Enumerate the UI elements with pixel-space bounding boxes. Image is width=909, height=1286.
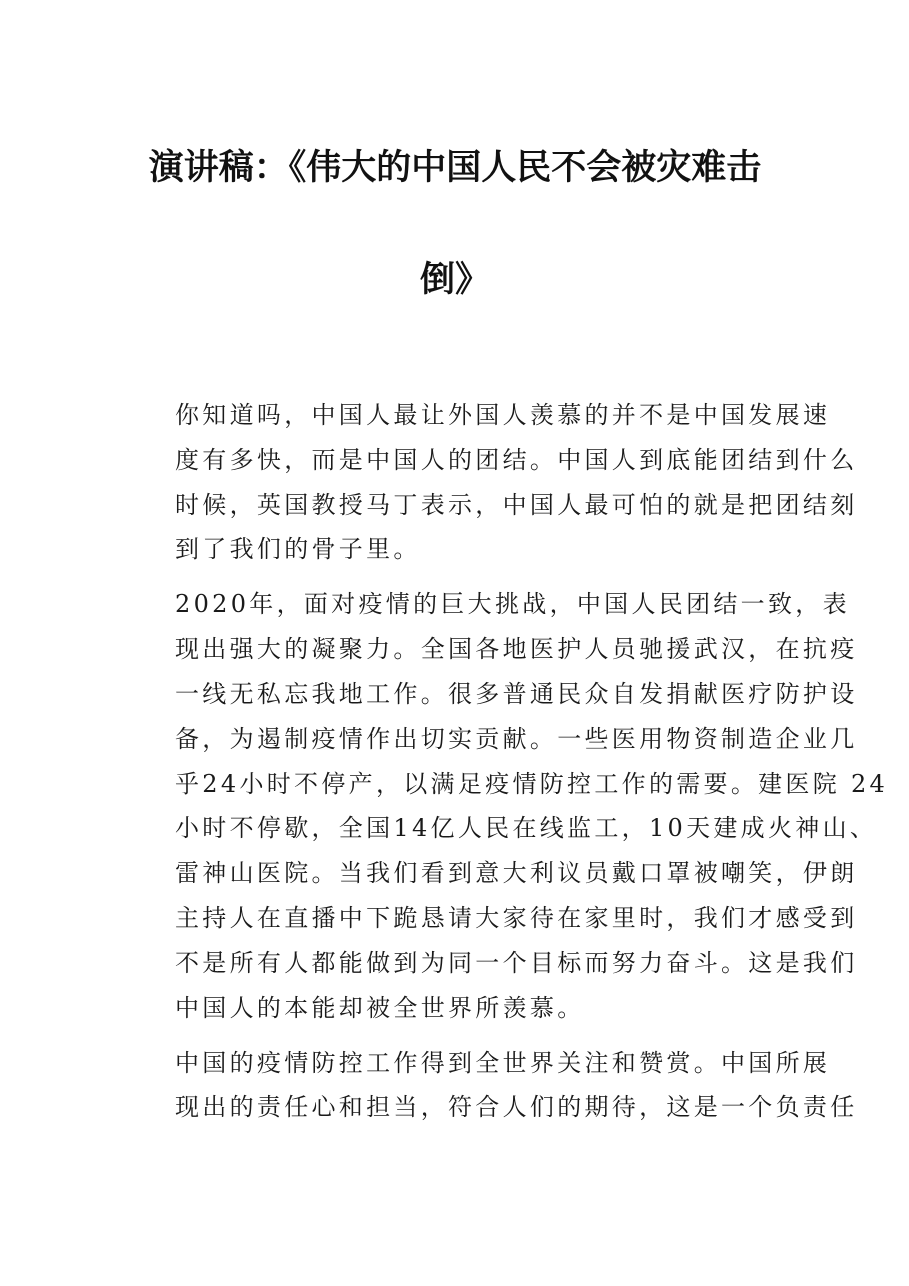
paragraph-line: 乎24小时不停产，以满足疫情防控工作的需要。建医院 24 [175, 769, 889, 798]
paragraph-2 [140, 582, 889, 1030]
paragraph-1 [140, 393, 858, 572]
paragraph-line: 到了我们的骨子里。 [175, 535, 421, 564]
paragraph-line: 中国的疫情防控工作得到全世界关注和赞赏。中国所展 [175, 1048, 831, 1077]
paragraph-line: 主持人在直播中下跪恳请大家待在家里时，我们才感受到 [175, 903, 858, 932]
document-title-line-1: 演讲稿：《伟大的中国人民不会被灾难击 [148, 147, 762, 188]
document-title-line-2: 倒》 [419, 259, 490, 300]
paragraph-line: 中国人的本能却被全世界所羡慕。 [175, 993, 585, 1022]
paragraph-line: 现出强大的凝聚力。全国各地医护人员驰援武汉，在抗疫 [175, 635, 858, 664]
paragraph-line: 小时不停歇，全国14亿人民在线监工，10天建成火神山、 [175, 814, 878, 843]
paragraph-line: 你知道吗，中国人最让外国人羡慕的并不是中国发展速 [175, 401, 831, 429]
paragraph-3 [140, 1041, 858, 1131]
paragraph-line: 不是所有人都能做到为同一个目标而努力奋斗。这是我们 [175, 948, 858, 977]
paragraph-line: 2020年，面对疫情的巨大挑战，中国人民团结一致，表 [175, 590, 850, 619]
document-body [140, 393, 889, 1140]
paragraph-line: 度有多快，而是中国人的团结。中国人到底能团结到什么 [175, 445, 858, 474]
paragraph-line: 现出的责任心和担当，符合人们的期待，这是一个负责任 [175, 1093, 858, 1122]
paragraph-line: 备，为遏制疫情作出切实贡献。一些医用物资制造企业几 [175, 724, 858, 753]
paragraph-line: 一线无私忘我地工作。很多普通民众自发捐献医疗防护设 [175, 679, 858, 708]
paragraph-line: 雷神山医院。当我们看到意大利议员戴口罩被嘲笑，伊朗 [175, 859, 858, 888]
paragraph-line: 时候，英国教授马丁表示，中国人最可怕的就是把团结刻 [175, 490, 858, 519]
